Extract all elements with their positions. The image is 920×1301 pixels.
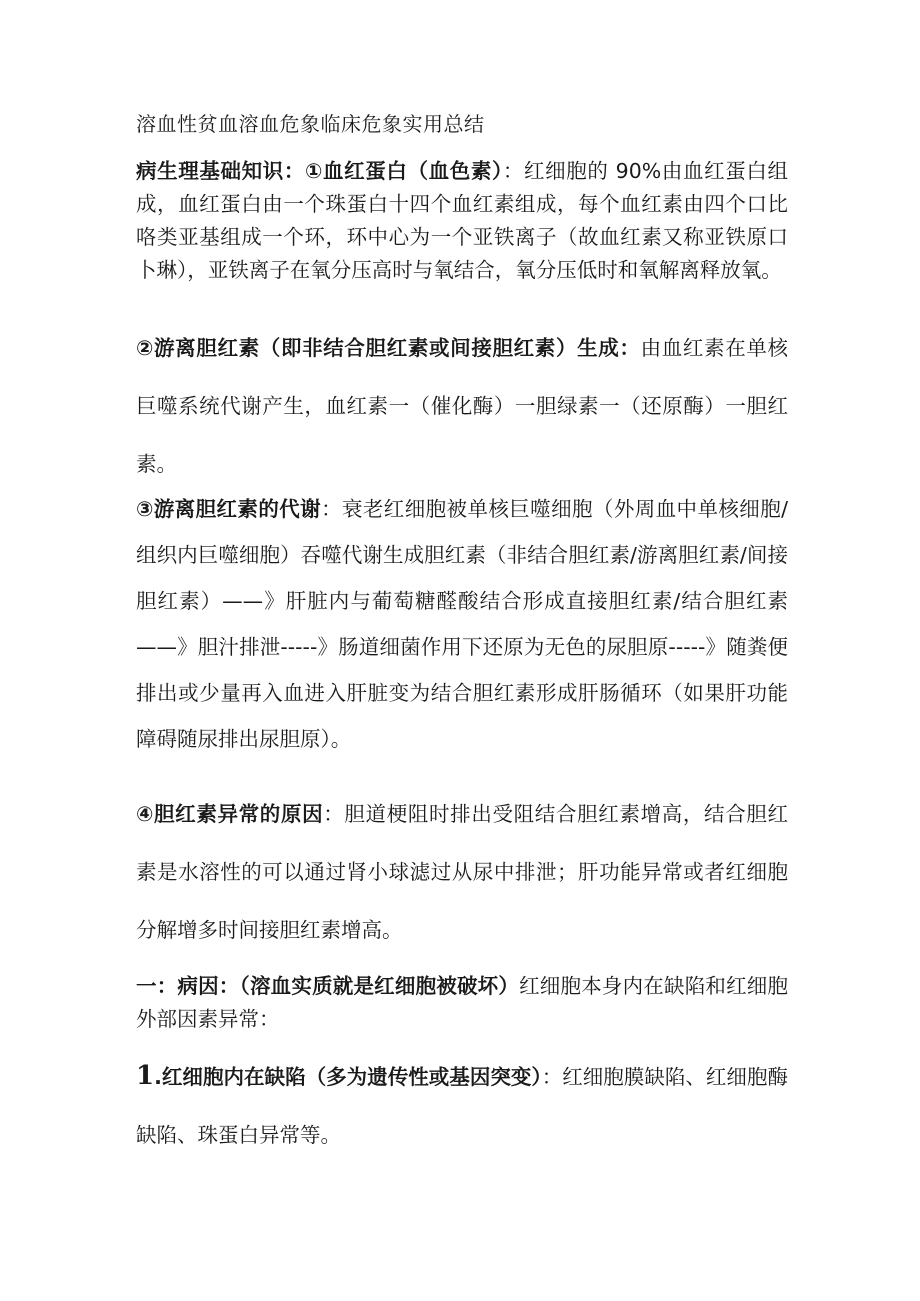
- document-title: 溶血性贫血溶血危象临床危象实用总结: [136, 112, 485, 136]
- paragraph-heading: ②游离胆红素（即非结合胆红素或间接胆红素）生成：: [136, 336, 641, 360]
- paragraph-free-bilirubin-metabolism: [136, 486, 788, 762]
- paragraph-body: 红细胞本身内在缺陷和红细胞外部因素异常：: [136, 974, 789, 1031]
- paragraph-pathophysiology-basics: [136, 155, 788, 287]
- paragraph-etiology: [136, 970, 788, 1036]
- paragraph-body: ：红细胞膜缺陷、红细胞酶缺陷、珠蛋白异常等。: [136, 1065, 788, 1147]
- paragraph-heading: 病生理基础知识：①血红蛋白（血色素）: [136, 159, 503, 183]
- paragraph-body: 由血红素在单核巨噬系统代谢产生，血红素一（催化酶）一胆绿素一（还原酶）一胆红素。: [136, 336, 789, 476]
- paragraph-bilirubin-abnormality-causes: [136, 785, 788, 959]
- list-number: 1: [136, 1061, 155, 1091]
- paragraph-heading: ③游离胆红素的代谢: [136, 497, 322, 521]
- paragraph-intrinsic-defects: [136, 1047, 788, 1164]
- paragraph-body: ：红细胞的 90%由血红蛋白组成，血红蛋白由一个珠蛋白十四个血红素组成，每个血红素由四个口比咯类亚基组成一个环，环中心为一个亚铁离子（故血红素又称亚铁原口卜琳），亚铁离子在氧分压高时与氧结合，氧分压低时和氧解离释放氧。: [136, 159, 788, 282]
- paragraph-free-bilirubin-formation: [136, 319, 788, 493]
- paragraph-heading: 一：病因：（溶血实质就是红细胞被破坏）: [136, 974, 520, 998]
- paragraph-body: ：衰老红细胞被单核巨噬细胞（外周血中单核细胞/组织内巨噬细胞）吞噬代谢生成胆红素（非结合胆红素/游离胆红素/间接胆红素）——》肝脏内与葡萄糖醛酸结合形成直接胆红素/结合胆红素——》胆汁排泄-----》肠道细菌作用下还原为无色的尿胆原-----》随粪便排出或少量再入血进入肝脏变为结合胆红素形成肝肠循环（如果肝功能障碍随尿排出尿胆原）。: [136, 497, 789, 751]
- paragraph-body: ：胆道梗阻时排出受阻结合胆红素增高，结合胆红素是水溶性的可以通过肾小球滤过从尿中排泄；肝功能异常或者红细胞分解增多时间接胆红素增高。: [136, 802, 788, 942]
- paragraph-heading: .红细胞内在缺陷（多为遗传性或基因突变）: [154, 1065, 542, 1089]
- paragraph-heading: ④胆红素异常的原因: [136, 802, 324, 826]
